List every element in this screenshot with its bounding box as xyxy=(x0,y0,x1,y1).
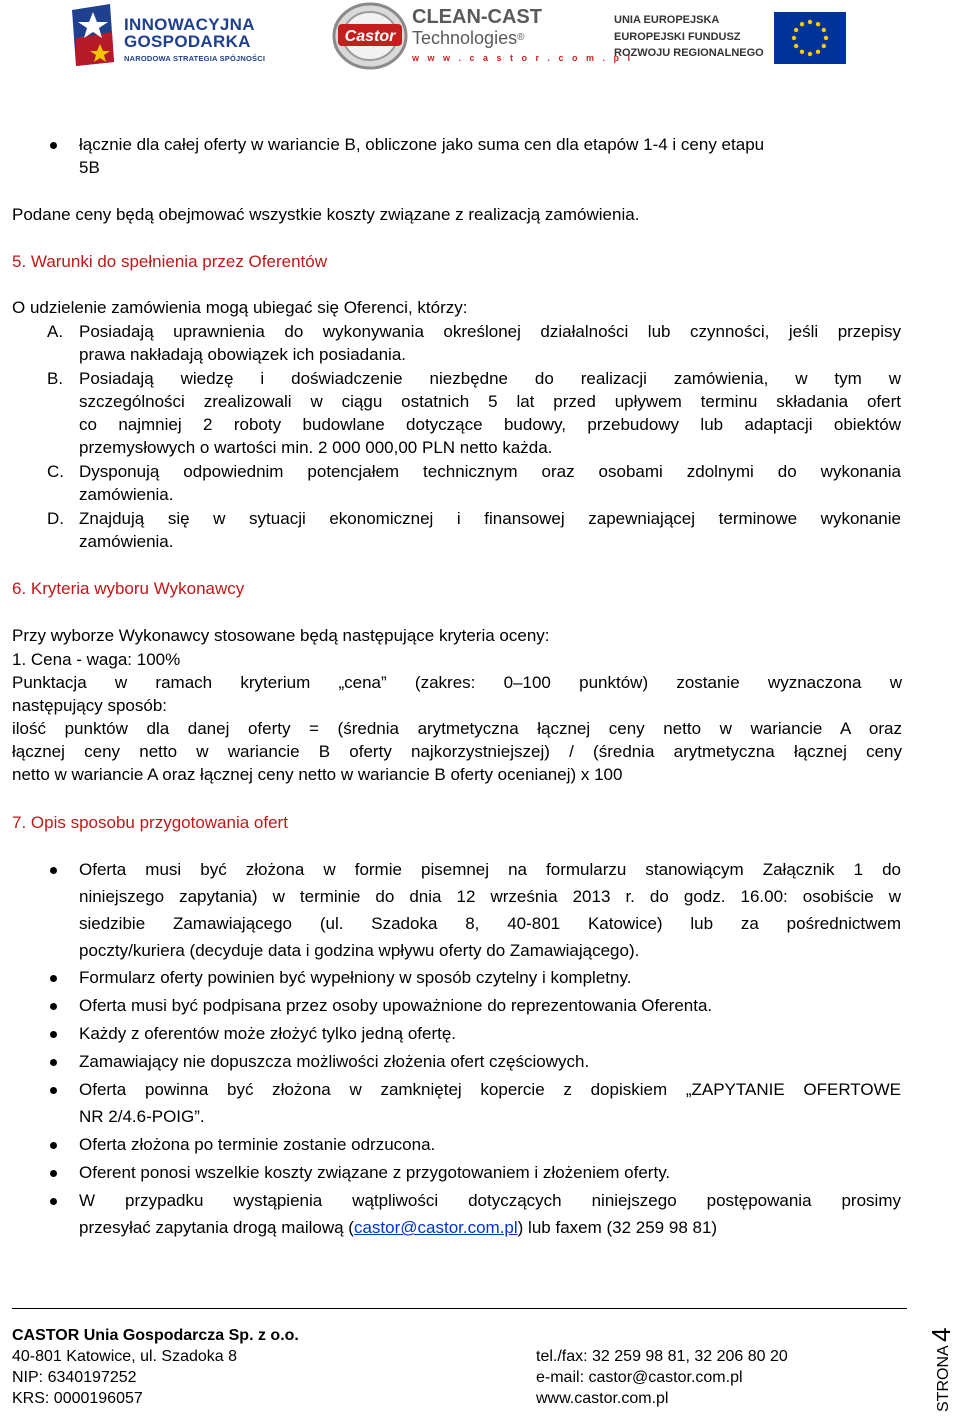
section5-intro: O udzielenie zamówienia mogą ubiegać się Oferenci, którzy: xyxy=(12,298,468,317)
castor-badge-icon xyxy=(332,2,408,70)
condition-a-line: prawa nakładają obowiązek ich posiadania. xyxy=(79,345,406,364)
castor-logo-url: w w w . c a s t o r . c o m . p l xyxy=(412,53,634,63)
footer-company: CASTOR Unia Gospodarcza Sp. z o.o. xyxy=(12,1327,299,1344)
price-criterion: 1. Cena - waga: 100% xyxy=(12,650,181,669)
footer-address: 40-801 Katowice, ul. Szadoka 8 xyxy=(12,1348,238,1365)
technologies-label xyxy=(412,29,524,47)
eu-star-icon xyxy=(792,36,796,40)
eu-star-icon xyxy=(808,20,812,24)
page-number-marker xyxy=(918,1318,958,1414)
condition-a-marker: A. xyxy=(47,322,64,341)
condition-b-line: szczególności zrealizowali w ciągu ostatnich 5 lat przed upływem terminu składania ofert xyxy=(79,392,901,411)
ig-logo-title xyxy=(124,16,255,50)
offer-rule-line: Formularz oferty powinien być wypełniony w sposób czytelny i kompletny. xyxy=(79,968,632,987)
footer-email: e-mail: castor@castor.com.pl xyxy=(536,1369,743,1386)
bullet-icon xyxy=(50,1142,57,1149)
footer-www: www.castor.com.pl xyxy=(536,1390,669,1407)
costs-note: Podane ceny będą obejmować wszystkie koszty związane z realizacją zamówienia. xyxy=(12,205,640,224)
eu-star-icon xyxy=(816,50,820,54)
footer-krs: KRS: 0000196057 xyxy=(12,1390,143,1407)
bullet-icon xyxy=(50,975,57,982)
page-label: STRONA xyxy=(935,1345,952,1412)
condition-b-line: co najmniej 2 roboty budowlane dotyczące budowy, przebudowy lub adaptacji obiektów xyxy=(79,415,901,434)
condition-d-marker: D. xyxy=(47,509,64,528)
offer-rule-line: Oferta złożona po terminie zostanie odrzucona. xyxy=(79,1135,436,1154)
registered-mark: ® xyxy=(517,32,525,43)
eu-star-icon xyxy=(822,44,826,48)
condition-c-line: Dysponują odpowiednim potencjałem technicznym oraz osobami zdolnymi do wykonania xyxy=(79,462,901,481)
innowacyjna-gospodarka-logo xyxy=(70,4,280,70)
eu-star-icon xyxy=(800,22,804,26)
clean-cast-brand: CLEAN-CAST xyxy=(412,6,542,28)
footer-divider xyxy=(12,1308,907,1309)
ig-logo-line2: GOSPODARKA xyxy=(124,32,251,51)
bullet-icon xyxy=(50,867,57,874)
section6-intro: Przy wyborze Wykonawcy stosowane będą następujące kryteria oceny: xyxy=(12,626,550,645)
castor-clean-cast-logo xyxy=(332,2,634,70)
bullet-icon xyxy=(50,1087,57,1094)
eu-logo-line2: EUROPEJSKI FUNDUSZ xyxy=(614,31,741,43)
contact-rule-line: W przypadku wystąpienia wątpliwości dotyczących niniejszego postępowania prosimy xyxy=(79,1191,901,1210)
ig-logo-line1: INNOWACYJNA xyxy=(124,15,255,34)
condition-a-line: Posiadają uprawnienia do wykonywania określonej działalności lub czynności, jeśli przepisy xyxy=(79,322,901,341)
contact-rule-line xyxy=(79,1216,717,1239)
technologies-text: Technologies xyxy=(412,28,518,48)
offer-rule-line: Zamawiający nie dopuszcza możliwości złożenia ofert częściowych. xyxy=(79,1052,590,1071)
offer-rule-line: NR 2/4.6-POIG”. xyxy=(79,1107,205,1126)
offer-rule-line: Oferta musi być złożona w formie pisemnej na formularzu stanowiącym Załącznik 1 do xyxy=(79,860,901,879)
eu-logo-line1: UNIA EUROPEJSKA xyxy=(614,14,720,26)
eu-star-icon xyxy=(808,52,812,56)
formula-line: łącznej ceny netto w wariancie B oferty najkorzystniejszej) / (średnia arytmetyczna łącznej ceny xyxy=(12,742,902,761)
ig-logo-subtitle: NARODOWA STRATEGIA SPÓJNOŚCI xyxy=(124,54,266,63)
eu-star-icon xyxy=(794,44,798,48)
email-link[interactable]: castor@castor.com.pl xyxy=(353,1218,518,1237)
condition-c-line: zamówienia. xyxy=(79,485,174,504)
eu-star-icon xyxy=(824,36,828,40)
condition-d-line: zamówienia. xyxy=(79,532,174,551)
eu-logo-line3: ROZWOJU REGIONALNEGO xyxy=(614,47,764,59)
condition-b-line: Posiadają wiedzę i doświadczenie niezbędne do realizacji zamówienia, w tym w xyxy=(79,369,901,388)
intro-bullet-line1: łącznie dla całej oferty w wariancie B, obliczone jako suma cen dla etapów 1-4 i ceny etapu xyxy=(79,135,765,154)
star-flag-icon xyxy=(70,4,116,68)
formula-line: ilość punktów dla danej oferty = (średnia arytmetyczna łącznej ceny netto w wariancie A oraz xyxy=(12,719,902,738)
scoring-line: Punktacja w ramach kryterium „cena” (zakres: 0–100 punktów) zostanie wyznaczona w xyxy=(12,673,902,692)
bullet-icon xyxy=(50,1170,57,1177)
eu-flag-icon xyxy=(774,12,846,64)
offer-rule-line: Oferent ponosi wszelkie koszty związane z przygotowaniem i złożeniem oferty. xyxy=(79,1163,671,1182)
formula-line: netto w wariancie A oraz łącznej ceny netto w wariancie B oferty ocenianej) x 100 xyxy=(12,765,623,784)
condition-b-marker: B. xyxy=(47,369,64,388)
page-number: 4 xyxy=(926,1327,956,1342)
intro-bullet-line2: 5B xyxy=(79,158,100,177)
offer-rule-line: siedzibie Zamawiającego (ul. Szadoka 8, 40-801 Katowice) lub za pośrednictwem xyxy=(79,914,901,933)
eu-star-icon xyxy=(822,28,826,32)
bullet-icon xyxy=(50,1003,57,1010)
bullet-icon xyxy=(50,1059,57,1066)
contact-text-after: ) lub faxem (32 259 98 81) xyxy=(517,1218,718,1237)
condition-b-line: przemysłowych o wartości min. 2 000 000,00 PLN netto każda. xyxy=(79,438,553,457)
offer-rule-line: poczty/kuriera (decyduje data i godzina wpływu oferty do Zamawiającego). xyxy=(79,941,640,960)
section7-heading: 7. Opis sposobu przygotowania ofert xyxy=(12,813,288,832)
section5-heading: 5. Warunki do spełnienia przez Oferentów xyxy=(12,252,327,271)
offer-rule-line: niniejszego zapytania) w terminie do dnia 12 września 2013 r. do godz. 16.00: osobiście w xyxy=(79,887,901,906)
condition-c-marker: C. xyxy=(47,462,64,481)
bullet-icon xyxy=(50,1198,57,1205)
offer-rule-line: Oferta powinna być złożona w zamkniętej kopercie z dopiskiem „ZAPYTANIE OFERTOWE xyxy=(79,1080,901,1099)
scoring-line: następujący sposób: xyxy=(12,696,167,715)
bullet-icon xyxy=(50,1031,57,1038)
footer-phone: tel./fax: 32 259 98 81, 32 206 80 20 xyxy=(536,1348,788,1365)
eu-star-icon xyxy=(816,22,820,26)
condition-d-line: Znajdują się w sytuacji ekonomicznej i finansowej zapewniającej terminowe wykonanie xyxy=(79,509,901,528)
bullet-icon xyxy=(50,142,57,149)
castor-badge-text: Castor xyxy=(344,28,396,45)
section6-heading: 6. Kryteria wyboru Wykonawcy xyxy=(12,579,245,598)
eu-fund-logo xyxy=(614,10,846,66)
eu-star-icon xyxy=(794,28,798,32)
eu-star-icon xyxy=(800,50,804,54)
footer-nip: NIP: 6340197252 xyxy=(12,1369,137,1386)
offer-rule-line: Każdy z oferentów może złożyć tylko jedną ofertę. xyxy=(79,1024,457,1043)
offer-rule-line: Oferta musi być podpisana przez osoby upoważnione do reprezentowania Oferenta. xyxy=(79,996,713,1015)
contact-text-before: przesyłać zapytania drogą mailową ( xyxy=(79,1218,354,1237)
